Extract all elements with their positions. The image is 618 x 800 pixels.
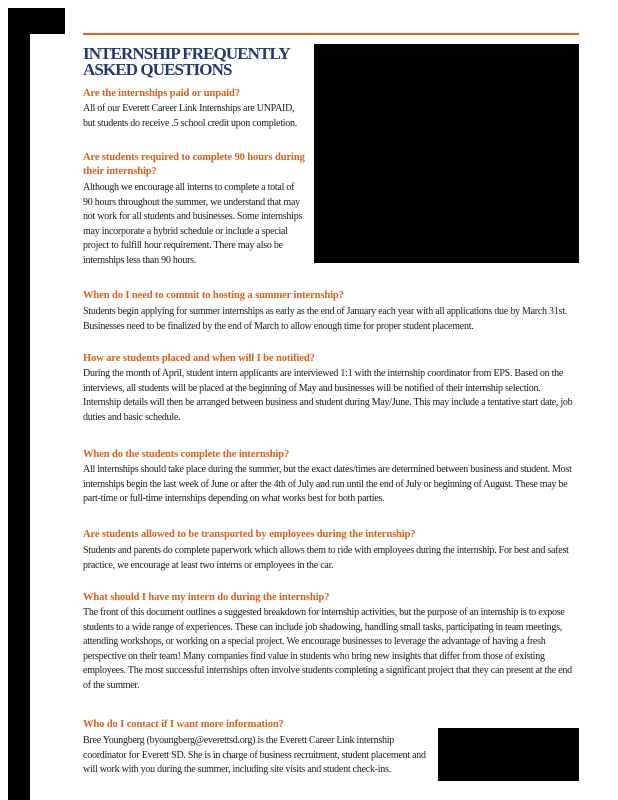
redacted-image-block-bottom bbox=[438, 728, 579, 781]
faq-answer-transport: Students and parents do complete paperwork which allows them to ride with employees during the internship. For best and safest practice, we encourage at least two interns or employees in the car. bbox=[83, 545, 569, 571]
faq-answer-contact: Bree Youngberg (byoungberg@everettsd.org) is the Everett Career Link internship coordinator for Everett SD. She is in charge of business recruitment, student placement and will work with you during the summer, including site visits and student check-ins. bbox=[83, 735, 426, 775]
top-rule-divider bbox=[83, 33, 579, 35]
page-title: INTERNSHIP FREQUENTLY ASKED QUESTIONS bbox=[83, 44, 290, 79]
faq-question-placement: How are students placed and when will I be notified? bbox=[83, 353, 315, 364]
faq-answer-placement: During the month of April, student intern applicants are interviewed 1:1 with the internship coordinator from EPS. Based on the interviews, all students will be placed at the beginning of May and businesses will be notified of their internship selection. Internship details will then be arranged between business and student during May/June. This may include a tentative start date, job duties and basic schedule. bbox=[83, 368, 573, 423]
redacted-image-block-top bbox=[314, 44, 579, 263]
faq-answer-hours: Although we encourage all interns to complete a total of 90 hours throughout the summer, we understand that may not work for all students and businesses. Some internships may incorporate a hybrid schedule or include a special project to fulfill hour requirement. There may also be internships less than 90 hours. bbox=[83, 182, 303, 266]
faq-answer-activities: The front of this document outlines a suggested breakdown for internship activities, but the purpose of an internship is to expose students to a wide range of experiences. These can include job shadowing, handling small tasks, participating in team meetings, attending workshops, or working on a special project. We encourage businesses to leverage the advantage of having a fresh perspective on their team! Many companies find value in students who bring new insights that differ from those of existing employees. The most successful internships often involve students completing a significant project that they can present at the end of the summer. bbox=[83, 607, 572, 691]
faq-question-activities: What should I have my intern do during the internship? bbox=[83, 592, 330, 603]
faq-question-transport: Are students allowed to be transported by employees during the internship? bbox=[83, 529, 416, 540]
faq-question-paid: Are the internships paid or unpaid? bbox=[83, 88, 240, 99]
faq-answer-commit: Students begin applying for summer internships as early as the end of January each year with all applications due by March 31st. Businesses need to be finalized by the end of March to allow enough time for proper student placement. bbox=[83, 306, 567, 332]
faq-question-commit: When do I need to commit to hosting a summer internship? bbox=[83, 290, 344, 301]
faq-question-hours: Are students required to complete 90 hours during their internship? bbox=[83, 152, 305, 177]
faq-answer-timing: All internships should take place during the summer, but the exact dates/times are determined between business and student. Most internships begin the last week of June or after the 4th of July and run until the end of July or beginning of August. These may be part-time or full-time internships depending on what works best for both parties. bbox=[83, 464, 572, 504]
faq-question-contact: Who do I contact if I want more information? bbox=[83, 719, 284, 730]
corner-bar-vertical bbox=[8, 8, 30, 800]
faq-answer-paid: All of our Everett Career Link Internships are UNPAID, but students do receive .5 school credit upon completion. bbox=[83, 103, 298, 129]
faq-question-timing: When do the students complete the internship? bbox=[83, 449, 290, 460]
